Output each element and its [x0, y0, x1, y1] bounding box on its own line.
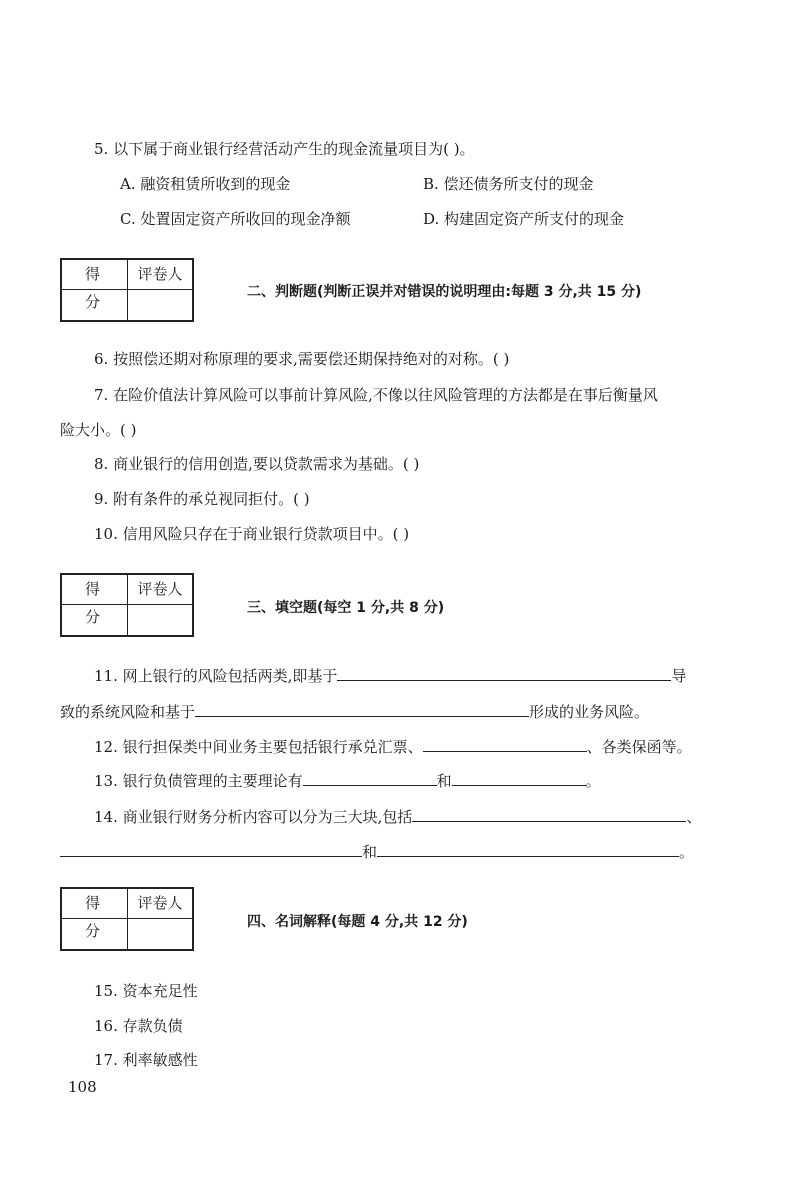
question-14-text-b: 、	[686, 808, 702, 826]
question-11-text-c: 致的系统风险和基于	[60, 703, 196, 721]
section-4-title: 四、名词解释(每题 4 分,共 12 分)	[247, 914, 468, 930]
score-box-section-3	[60, 573, 194, 637]
question-12-text-a: 12. 银行担保类中间业务主要包括银行承兑汇票、	[94, 738, 423, 756]
question-14-text-d: 。	[679, 843, 695, 861]
question-6: 6. 按照偿还期对称原理的要求,需要偿还期保持绝对的对称。( )	[94, 350, 510, 368]
question-7-line-1: 7. 在险价值法计算风险可以事前计算风险,不像以往风险管理的方法都是在事后衡量风	[94, 386, 658, 404]
question-11-text-a: 11. 网上银行的风险包括两类,即基于	[94, 667, 338, 685]
question-14-blank-3[interactable]	[377, 842, 679, 857]
score-box-section-4	[60, 887, 194, 951]
question-14-blank-2[interactable]	[60, 842, 362, 857]
reviewer-label: 评卷人	[128, 575, 192, 605]
question-5-option-a: A. 融资租赁所收到的现金	[120, 175, 291, 193]
question-14-line-2	[60, 842, 694, 862]
question-13-blank-2[interactable]	[452, 771, 586, 786]
question-14-line-1	[94, 807, 701, 827]
question-11-text-d: 形成的业务风险。	[529, 703, 650, 721]
question-12-text-b: 、各类保函等。	[586, 738, 692, 756]
question-13-text-c: 。	[585, 772, 601, 790]
question-16: 16. 存款负债	[94, 1017, 183, 1035]
question-5-option-c: C. 处置固定资产所收回的现金净额	[120, 210, 351, 228]
score-box-section-2	[60, 258, 194, 322]
page-number: 108	[68, 1078, 97, 1096]
question-5-stem: 5. 以下属于商业银行经营活动产生的现金流量项目为( )。	[94, 140, 475, 158]
score-cell	[62, 605, 128, 635]
reviewer-label: 评卷人	[128, 260, 192, 290]
score-cell	[62, 919, 128, 949]
question-11-text-b: 导	[671, 667, 687, 685]
question-9: 9. 附有条件的承兑视同拒付。( )	[94, 490, 310, 508]
question-13-blank-1[interactable]	[303, 771, 437, 786]
question-11-blank-1[interactable]	[337, 666, 671, 681]
question-13-text-a: 13. 银行负债管理的主要理论有	[94, 772, 303, 790]
score-label: 得 分	[62, 575, 128, 605]
question-14-text-a: 14. 商业银行财务分析内容可以分为三大块,包括	[94, 808, 413, 826]
question-13-text-b: 和	[436, 772, 452, 790]
question-13	[94, 771, 601, 791]
question-14-text-c: 和	[362, 843, 378, 861]
question-17: 17. 利率敏感性	[94, 1051, 198, 1069]
question-14-blank-1[interactable]	[412, 807, 686, 822]
question-10: 10. 信用风险只存在于商业银行贷款项目中。( )	[94, 525, 410, 543]
score-cell	[62, 290, 128, 320]
question-12-blank[interactable]	[423, 737, 587, 752]
section-2-title: 二、判断题(判断正误并对错误的说明理由:每题 3 分,共 15 分)	[247, 284, 642, 300]
question-15: 15. 资本充足性	[94, 982, 198, 1000]
question-11-line-1	[94, 666, 686, 686]
reviewer-cell	[128, 290, 192, 320]
reviewer-cell	[128, 919, 192, 949]
question-5-option-b: B. 偿还债务所支付的现金	[423, 175, 594, 193]
section-3-title: 三、填空题(每空 1 分,共 8 分)	[247, 600, 445, 616]
question-11-line-2	[60, 702, 649, 722]
score-label: 得 分	[62, 889, 128, 919]
score-label: 得 分	[62, 260, 128, 290]
question-12	[94, 737, 692, 757]
reviewer-cell	[128, 605, 192, 635]
question-8: 8. 商业银行的信用创造,要以贷款需求为基础。( )	[94, 455, 420, 473]
reviewer-label: 评卷人	[128, 889, 192, 919]
question-7-line-2: 险大小。( )	[60, 421, 137, 439]
question-5-option-d: D. 构建固定资产所支付的现金	[423, 210, 625, 228]
question-11-blank-2[interactable]	[195, 702, 529, 717]
